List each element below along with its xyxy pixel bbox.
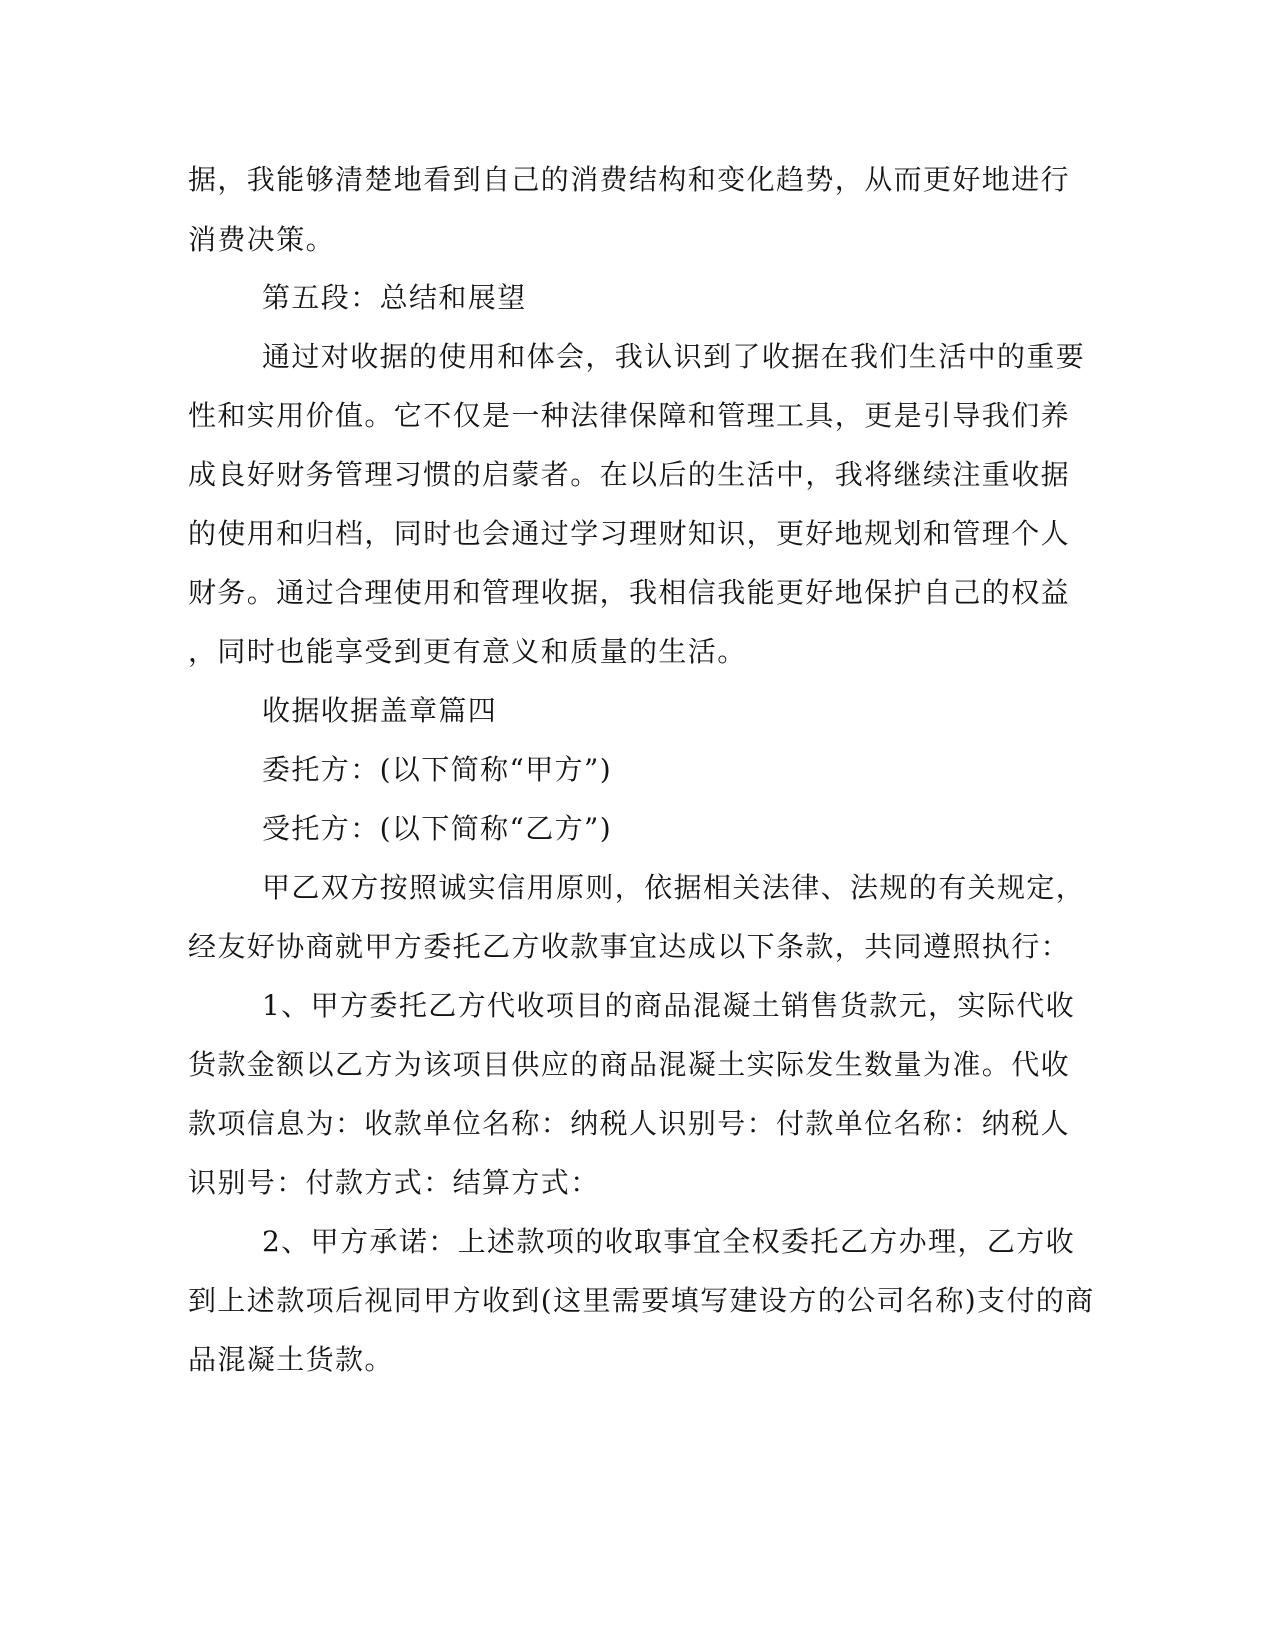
text-line: 消费决策。 [188,223,336,256]
text-line: 受托方：(以下简称“乙方”) [262,812,613,845]
text-line: 识别号：付款方式：结算方式： [188,1166,600,1199]
text-line: 1、甲方委托乙方代收项目的商品混凝土销售货款元，实际代收 [262,989,1076,1022]
text-line: ，同时也能享受到更有意义和质量的生活。 [188,635,747,668]
text-line: 品混凝土货款。 [188,1343,394,1376]
text-line: 到上述款项后视同甲方收到(这里需要填写建设方的公司名称)支付的商 [188,1284,1095,1317]
section-heading: 收据收据盖章篇四 [262,694,498,727]
text-line: 甲乙双方按照诚实信用原则，依据相关法律、法规的有关规定， [262,871,1086,904]
text-line: 委托方：(以下简称“甲方”) [262,753,613,786]
text-line: 据，我能够清楚地看到自己的消费结构和变化趋势，从而更好地进行 [188,163,1071,196]
text-line: 的使用和归档，同时也会通过学习理财知识，更好地规划和管理个人 [188,517,1071,550]
text-line: 货款金额以乙方为该项目供应的商品混凝土实际发生数量为准。代收 [188,1048,1071,1081]
text-line: 2、甲方承诺：上述款项的收取事宜全权委托乙方办理，乙方收 [262,1225,1076,1258]
text-line: 成良好财务管理习惯的启蒙者。在以后的生活中，我将继续注重收据 [188,458,1071,491]
section-heading: 第五段：总结和展望 [262,281,527,314]
text-line: 通过对收据的使用和体会，我认识到了收据在我们生活中的重要 [262,340,1086,373]
text-line: 款项信息为：收款单位名称：纳税人识别号：付款单位名称：纳税人 [188,1107,1071,1140]
text-line: 性和实用价值。它不仅是一种法律保障和管理工具，更是引导我们养 [188,399,1071,432]
text-line: 经友好协商就甲方委托乙方收款事宜达成以下条款，共同遵照执行： [188,930,1071,963]
text-line: 财务。通过合理使用和管理收据，我相信我能更好地保护自己的权益 [188,576,1071,609]
